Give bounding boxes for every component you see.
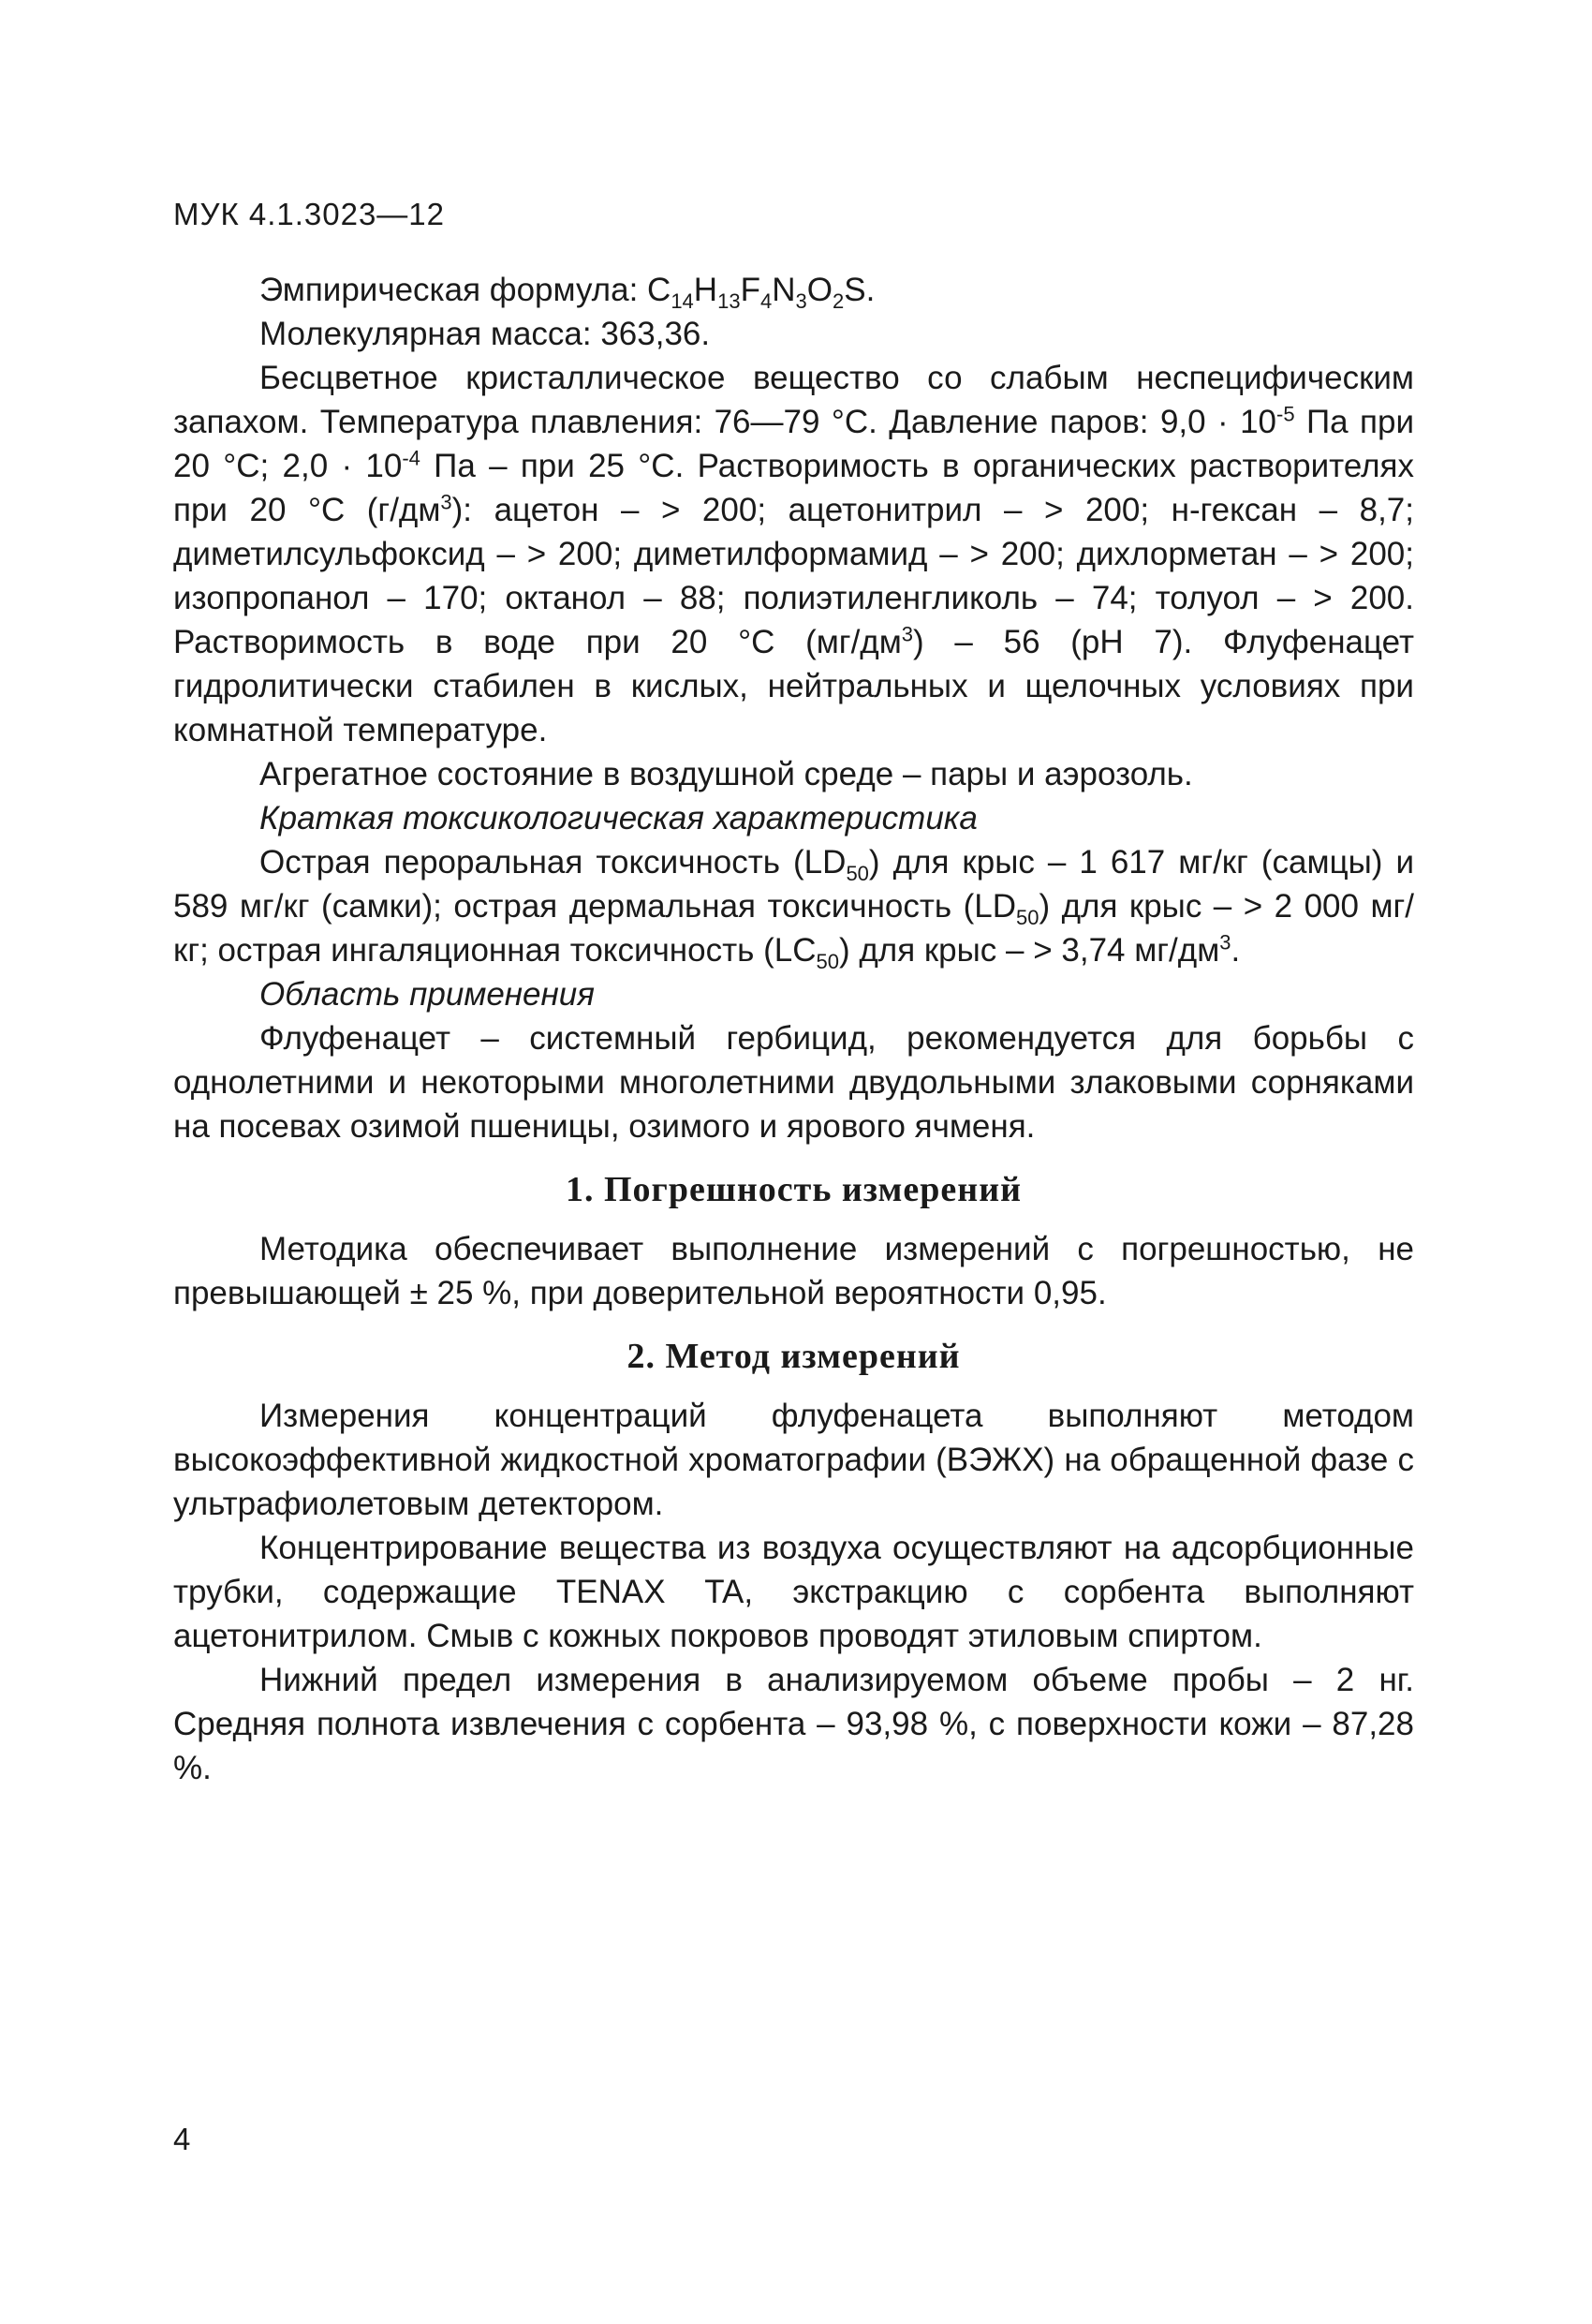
section-1-paragraph: Методика обеспечивает выполнение измерений с погрешностью, не превышающей ± 25 %, при доверительной вероятности 0,95. (173, 1231, 1414, 1311)
toxicology-subtitle: Краткая токсикологическая характеристика (259, 800, 978, 836)
molar-mass: Молекулярная масса: 363,36. (259, 316, 711, 352)
section-2-paragraph-1: Измерения концентраций флуфенацета выполняют методом высокоэффективной жидкостной хроматографии (ВЭЖХ) на обращенной фазе с ультрафиолетовым детектором. (173, 1398, 1414, 1522)
section-1-heading: 1. Погрешность измерений (566, 1170, 1022, 1209)
section-2-paragraph-3: Нижний предел измерения в анализируемом объеме пробы – 2 нг. Средняя полнота извлечения с сорбента – 93,98 %, с поверхности кожи – 87,28 %. (173, 1662, 1414, 1786)
section-2-paragraph-2: Концентрирование вещества из воздуха осуществляют на адсорбционные трубки, содержащие TENAX TA, экстракцию с сорбента выполняют ацетонитрилом. Смыв с кожных покровов проводят этиловым спиртом. (173, 1530, 1414, 1654)
document-code-header: МУК 4.1.3023—12 (173, 197, 446, 231)
toxicology-paragraph: Острая пероральная токсичность $(LD_{50})$ для крыс – 1 617 мг/кг (самцы) и 589 мг/кг (самки); острая дермальная токсичность $(LD_{50})$ для крыс – > 2 000 мг/кг; острая ингаляционная токсичность $(LC_{50})$ для крыс – > 3,74 $мг/дм^3$. (173, 844, 1415, 973)
application-subtitle: Область применения (259, 976, 595, 1013)
aggregate-state-paragraph: Агрегатное состояние в воздушной среде – пары и аэрозоль. (259, 756, 1193, 792)
section-2-heading: 2. Метод измерений (626, 1337, 961, 1376)
empirical-formula: Эмпирическая формула: $C_{14}H_{13}F_4N_3O_2S$. (259, 272, 876, 313)
document-page (173, 187, 1414, 1790)
page-number: 4 (173, 2122, 191, 2156)
physical-properties-paragraph: Бесцветное кристаллическое вещество со слабым неспецифическим запахом. Температура плавления: 76—79 °С. Давление паров: $9,0 \cdot 10^{-5}$ Па при 20 °С; $2,0 \cdot 10^{-4}$ Па – при 25 °С. Растворимость в органических растворителях при 20 °С $(г/дм^3)$: ацетон – > 200; ацетонитрил – > 200; н-гексан – 8,7; диметилсульфоксид – > 200; диметилформамид – > 200; дихлорметан – > 200; изопропанол – 170; октанол – 88; полиэтиленгликоль – 74; толуол – > 200. Растворимость в воде при 20 °С $(мг/дм^3) - 56$ (рН 7). Флуфенацет гидролитически стабилен в кислых, нейтральных и щелочных условиях при комнатной температуре. (173, 360, 1414, 748)
application-paragraph: Флуфенацет – системный гербицид, рекомендуется для борьбы с однолетними и некоторыми многолетними двудольными злаковыми сорняками на посевах озимой пшеницы, озимого и ярового ячменя. (173, 1020, 1414, 1145)
